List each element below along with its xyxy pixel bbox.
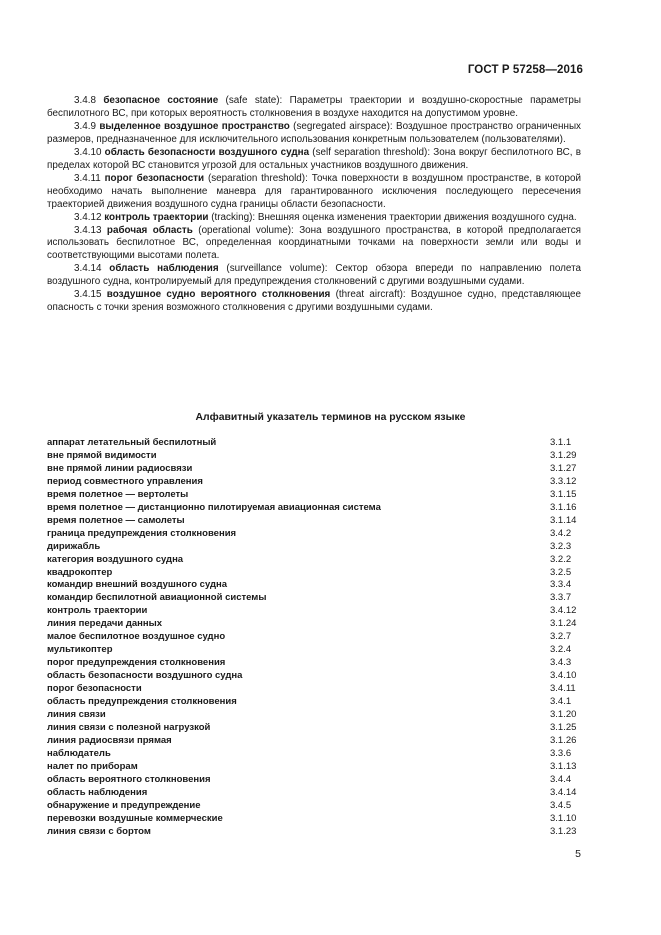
index-ref: 3.3.7 <box>550 592 572 604</box>
index-ref: 3.4.2 <box>550 527 572 539</box>
index-ref: 3.1.16 <box>550 501 577 513</box>
definitions-section <box>47 95 581 315</box>
index-entry <box>47 541 592 554</box>
index-entry <box>47 813 592 826</box>
index-term: область вероятного столкновения <box>47 773 211 785</box>
definition-text: Зона вокруг беспилотного ВС, в пределах которой ВС становится угрозой для остальных участников воздушного движения. <box>47 146 581 171</box>
index-term: командир внешний воздушного судна <box>47 579 228 591</box>
index-ref: 3.1.23 <box>550 825 577 837</box>
definition-paragraph <box>47 289 581 315</box>
index-term: категория воздушного судна <box>47 553 184 565</box>
index-entry <box>47 722 592 735</box>
index-entry <box>47 696 592 709</box>
definition-number: 3.4.13 <box>74 224 102 236</box>
definition-english: (tracking): <box>211 211 256 223</box>
index-entry <box>47 489 592 502</box>
index-title: Алфавитный указатель терминов на русском языке <box>195 412 466 423</box>
definition-english: (segregated airspace): <box>293 120 393 132</box>
definition-english: (self separation threshold): <box>312 146 431 158</box>
index-ref: 3.2.5 <box>550 566 572 578</box>
index-ref: 3.4.10 <box>550 670 577 682</box>
index-term: контроль траектории <box>47 605 148 617</box>
index-term: период совместного управления <box>47 475 203 487</box>
index-ref: 3.1.14 <box>550 514 577 526</box>
index-ref: 3.1.10 <box>550 812 577 824</box>
definition-paragraph <box>47 263 581 289</box>
index-entry <box>47 657 592 670</box>
index-ref: 3.1.1 <box>550 437 572 448</box>
definition-paragraph <box>47 95 581 121</box>
index-ref: 3.4.3 <box>550 657 572 669</box>
definition-term: порог безопасности <box>104 172 205 184</box>
index-term: вне прямой линии радиосвязи <box>47 462 193 474</box>
index-term: дирижабль <box>47 540 101 552</box>
definition-number: 3.4.10 <box>74 146 102 158</box>
index-term: перевозки воздушные коммерческие <box>47 812 223 824</box>
definition-number: 3.4.9 <box>74 120 96 132</box>
index-term: граница предупреждения столкновения <box>47 527 237 539</box>
index-entry <box>47 670 592 683</box>
index-entry <box>47 761 592 774</box>
definition-term: рабочая область <box>106 224 193 236</box>
index-term: линия передачи данных <box>47 618 163 630</box>
definition-text: Воздушное судно, представляющее опасность с точки зрения возможного столкновения с другими воздушными судами. <box>47 289 582 314</box>
index-term: область предупреждения столкновения <box>47 696 237 708</box>
definition-number: 3.4.12 <box>74 211 102 223</box>
index-term: время полетное — вертолеты <box>47 488 189 500</box>
definition-term: контроль траектории <box>104 211 209 223</box>
index-term: налет по приборам <box>47 760 138 772</box>
definition-term: область наблюдения <box>109 263 219 275</box>
definition-text: Зона воздушного пространства, в которой предполагается использовать беспилотное ВС, определенная координатными точками на поверхности земли или воды и соответствующими высотами полета. <box>47 224 582 262</box>
index-entry <box>47 554 592 567</box>
index-entry <box>47 644 592 657</box>
index-ref: 3.4.1 <box>550 696 572 708</box>
index-ref: 3.2.2 <box>550 553 572 565</box>
index-entry <box>47 450 592 463</box>
definition-text: Внешняя оценка изменения траектории движения воздушного судна. <box>257 211 577 223</box>
index-term: малое беспилотное воздушное судно <box>47 631 226 643</box>
index-ref: 3.3.12 <box>550 475 577 487</box>
index-ref: 3.2.3 <box>550 540 572 552</box>
index-entry <box>47 774 592 787</box>
index-ref: 3.1.24 <box>550 618 577 630</box>
index-term: линия связи с полезной нагрузкой <box>47 721 211 733</box>
index-entry <box>47 683 592 696</box>
index-ref: 3.1.13 <box>550 760 577 772</box>
definition-paragraph <box>47 121 581 147</box>
definition-paragraph <box>47 225 581 264</box>
index-entry <box>47 592 592 605</box>
index-term: вне прямой видимости <box>47 449 157 461</box>
index-ref: 3.1.25 <box>550 721 577 733</box>
index-entry <box>47 631 592 644</box>
index-term: командир беспилотной авиационной системы <box>47 592 267 604</box>
index-ref: 3.4.14 <box>550 786 577 798</box>
index-ref: 3.4.4 <box>550 773 572 785</box>
index-entry <box>47 437 592 450</box>
definition-term: воздушное судно вероятного столкновения <box>106 289 331 301</box>
definition-text: Сектор обзора впереди по направлению полета воздушного судна, контролируемый для предупреждения столкновений с другими воздушными судами. <box>47 263 581 288</box>
index-term: время полетное — самолеты <box>47 514 185 526</box>
index-term: порог безопасности <box>47 683 142 695</box>
index-entry <box>47 826 592 839</box>
index-ref: 3.1.29 <box>550 449 577 461</box>
index-ref: 3.3.6 <box>550 747 572 759</box>
definition-paragraph <box>47 212 581 225</box>
index-term: линия связи <box>47 709 106 721</box>
definition-number: 3.4.14 <box>74 263 102 275</box>
definition-text: Точка поверхности в воздушном пространстве, в которой необходимо начать выполнение маневра для гарантированного исключения последующего пересечения траекторией движения воздушного судна границы области безопасности. <box>47 172 581 210</box>
index-term: квадрокоптер <box>47 566 113 578</box>
index-term: линия связи с бортом <box>47 825 151 837</box>
index-ref: 3.4.12 <box>550 605 577 617</box>
document-header: ГОСТ Р 57258—2016 <box>467 64 583 76</box>
definition-text: Параметры траектории и воздушно-скоростные параметры беспилотного ВС, при которых вероятность столкновения в воздухе находится на допустимом уровне. <box>47 95 581 119</box>
index-ref: 3.4.5 <box>550 799 572 811</box>
index-entry <box>47 476 592 489</box>
index-entry <box>47 618 592 631</box>
definition-text: Воздушное пространство ограниченных размеров, предназначенное для исключительного использования конкретным пользователем (пользователями). <box>47 120 581 145</box>
index-ref: 3.1.27 <box>550 462 577 474</box>
index-entry <box>47 748 592 761</box>
definition-number: 3.4.15 <box>74 289 102 301</box>
index-entry <box>47 735 592 748</box>
definition-term: безопасное состояние <box>103 95 219 106</box>
index-term: наблюдатель <box>47 747 111 759</box>
definition-number: 3.4.8 <box>74 95 96 106</box>
index-term: порог предупреждения столкновения <box>47 657 226 669</box>
definition-term: область безопасности воздушного судна <box>104 146 310 158</box>
index-term: область наблюдения <box>47 786 148 798</box>
index-ref: 3.2.7 <box>550 631 572 643</box>
index-entry <box>47 515 592 528</box>
definition-english: (separation threshold): <box>207 172 308 184</box>
index-entry <box>47 567 592 580</box>
index-ref: 3.1.15 <box>550 488 577 500</box>
index-entry <box>47 463 592 476</box>
definition-paragraph <box>47 147 581 173</box>
index-term: мультикоптер <box>47 644 113 656</box>
index-term: время полетное — дистанционно пилотируемая авиационная система <box>47 501 381 513</box>
index-ref: 3.3.4 <box>550 579 572 591</box>
definition-term: выделенное воздушное пространство <box>99 120 290 132</box>
index-entry <box>47 800 592 813</box>
index-ref: 3.1.20 <box>550 709 577 721</box>
index-ref: 3.4.11 <box>550 683 576 695</box>
index-term: линия радиосвязи прямая <box>47 734 172 746</box>
definition-english: (operational volume): <box>198 224 294 236</box>
index-entry <box>47 787 592 800</box>
index-ref: 3.2.4 <box>550 644 572 656</box>
definition-english: (safe state): <box>225 95 283 106</box>
index-entry <box>47 579 592 592</box>
index-entry <box>47 528 592 541</box>
definition-paragraph <box>47 173 581 212</box>
index-ref: 3.1.26 <box>550 734 577 746</box>
index-term: обнаружение и предупреждение <box>47 799 201 811</box>
page-number: 5 <box>575 848 581 860</box>
definition-english: (threat aircraft): <box>335 289 406 301</box>
index-entry <box>47 502 592 515</box>
definition-english: (surveillance volume): <box>226 263 328 275</box>
index-term: область безопасности воздушного судна <box>47 670 243 682</box>
definition-number: 3.4.11 <box>74 172 101 184</box>
index-list <box>47 437 592 839</box>
index-entry <box>47 709 592 722</box>
index-term: аппарат летательный беспилотный <box>47 437 217 448</box>
index-entry <box>47 605 592 618</box>
